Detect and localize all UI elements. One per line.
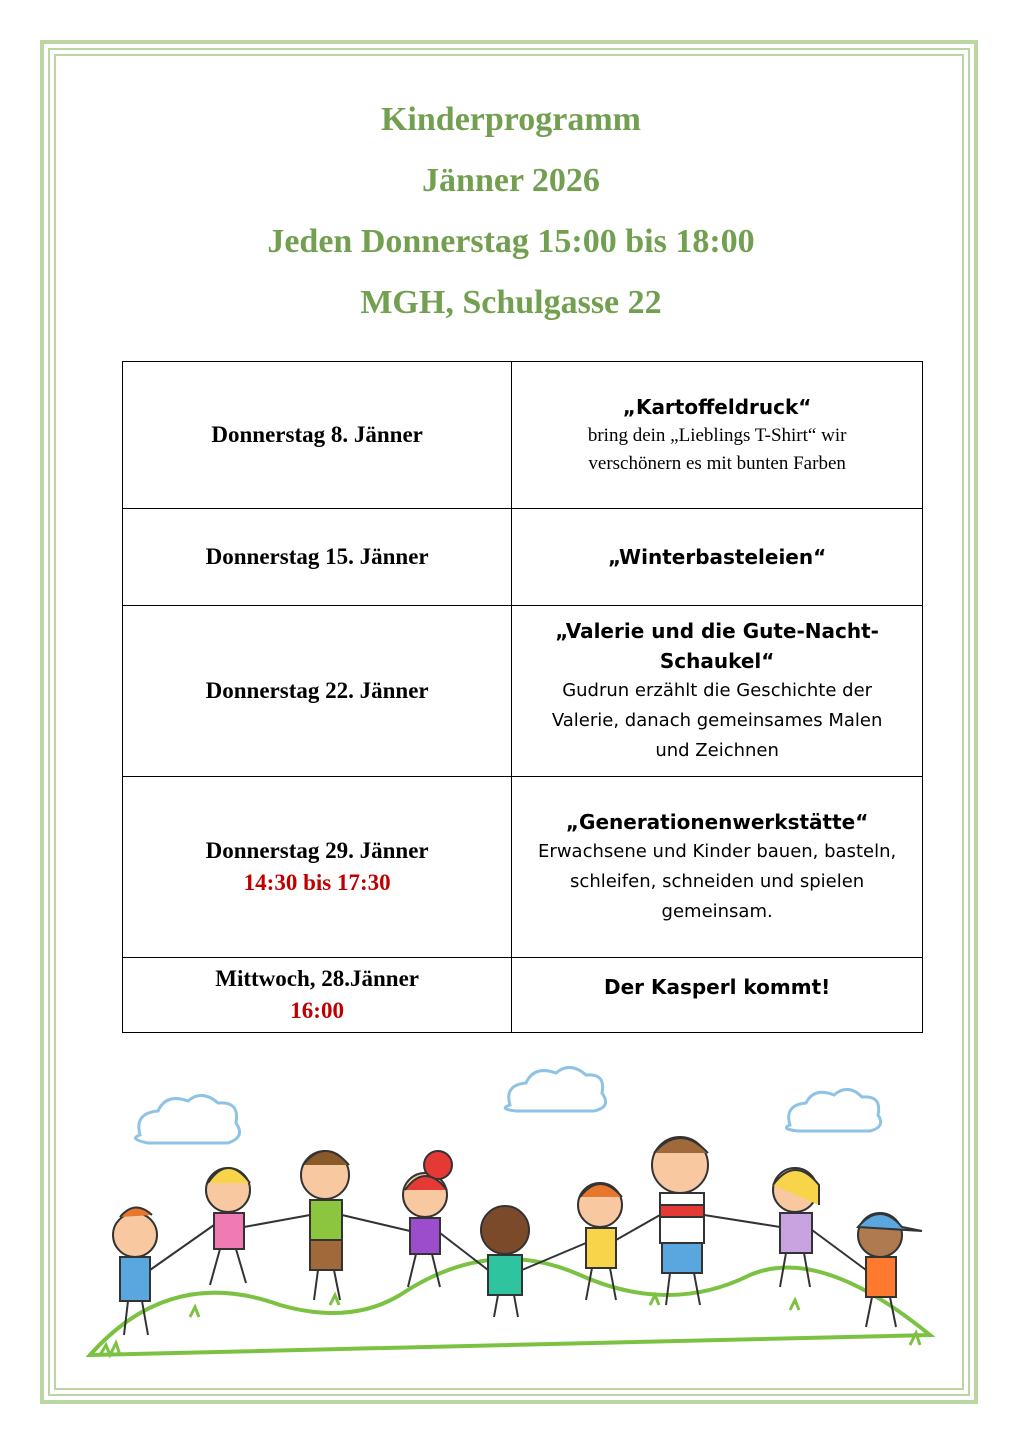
event-title: „Kartoffeldruck“ (622, 395, 812, 419)
children-illustration (70, 1055, 950, 1375)
event-title: Der Kasperl kommt! (603, 975, 831, 999)
table-row (123, 958, 923, 1033)
event-title: „Valerie und die Gute-Nacht- (555, 619, 879, 643)
event-description (512, 958, 923, 1033)
event-time: 14:30 bis 17:30 (243, 870, 391, 895)
event-date: Donnerstag 22. Jänner (123, 606, 512, 777)
event-text-line: Gudrun erzählt die Geschichte der (562, 680, 873, 701)
table-row (123, 606, 923, 777)
cloud-icon (136, 1095, 240, 1143)
event-description (512, 606, 923, 777)
event-date: Donnerstag 8. Jänner (123, 362, 512, 509)
table-row (123, 777, 923, 958)
event-text-line: verschönern es mit bunten Farben (588, 453, 846, 474)
cloud-icon (786, 1089, 880, 1131)
event-title: „Generationenwerkstätte“ (565, 810, 869, 834)
event-text-line: Valerie, danach gemeinsames Malen (551, 710, 883, 731)
event-title: Schaukel“ (659, 649, 775, 673)
event-text-line: Erwachsene und Kinder bauen, basteln, (538, 841, 897, 862)
event-time: 16:00 (290, 998, 344, 1023)
table-row (123, 362, 923, 509)
child-figure (652, 1137, 708, 1305)
event-date-cell (123, 777, 512, 958)
program-table (122, 361, 923, 1033)
child-figure (403, 1151, 452, 1287)
event-text-line: bring dein „Lieblings T-Shirt“ wir (587, 425, 847, 446)
event-title: „Winterbasteleien“ (608, 545, 827, 569)
event-description (512, 777, 923, 958)
location-heading: MGH, Schulgasse 22 (360, 284, 662, 321)
event-text-line: gemeinsam. (661, 901, 773, 922)
event-text-line: schleifen, schneiden und spielen (570, 871, 865, 892)
event-description (512, 509, 923, 606)
child-figure (301, 1151, 349, 1300)
schedule-heading: Jeden Donnerstag 15:00 bis 18:00 (267, 223, 755, 260)
event-text-line: und Zeichnen (655, 740, 779, 761)
event-date: Donnerstag 29. Jänner (205, 838, 429, 863)
page-title: Kinderprogramm (380, 101, 641, 138)
event-description (512, 362, 923, 509)
table-row (123, 509, 923, 606)
cloud-icon (505, 1067, 605, 1111)
event-date-cell (123, 958, 512, 1033)
event-date: Donnerstag 15. Jänner (123, 509, 512, 606)
month-heading: Jänner 2026 (422, 162, 600, 199)
event-date: Mittwoch, 28.Jänner (215, 966, 420, 991)
